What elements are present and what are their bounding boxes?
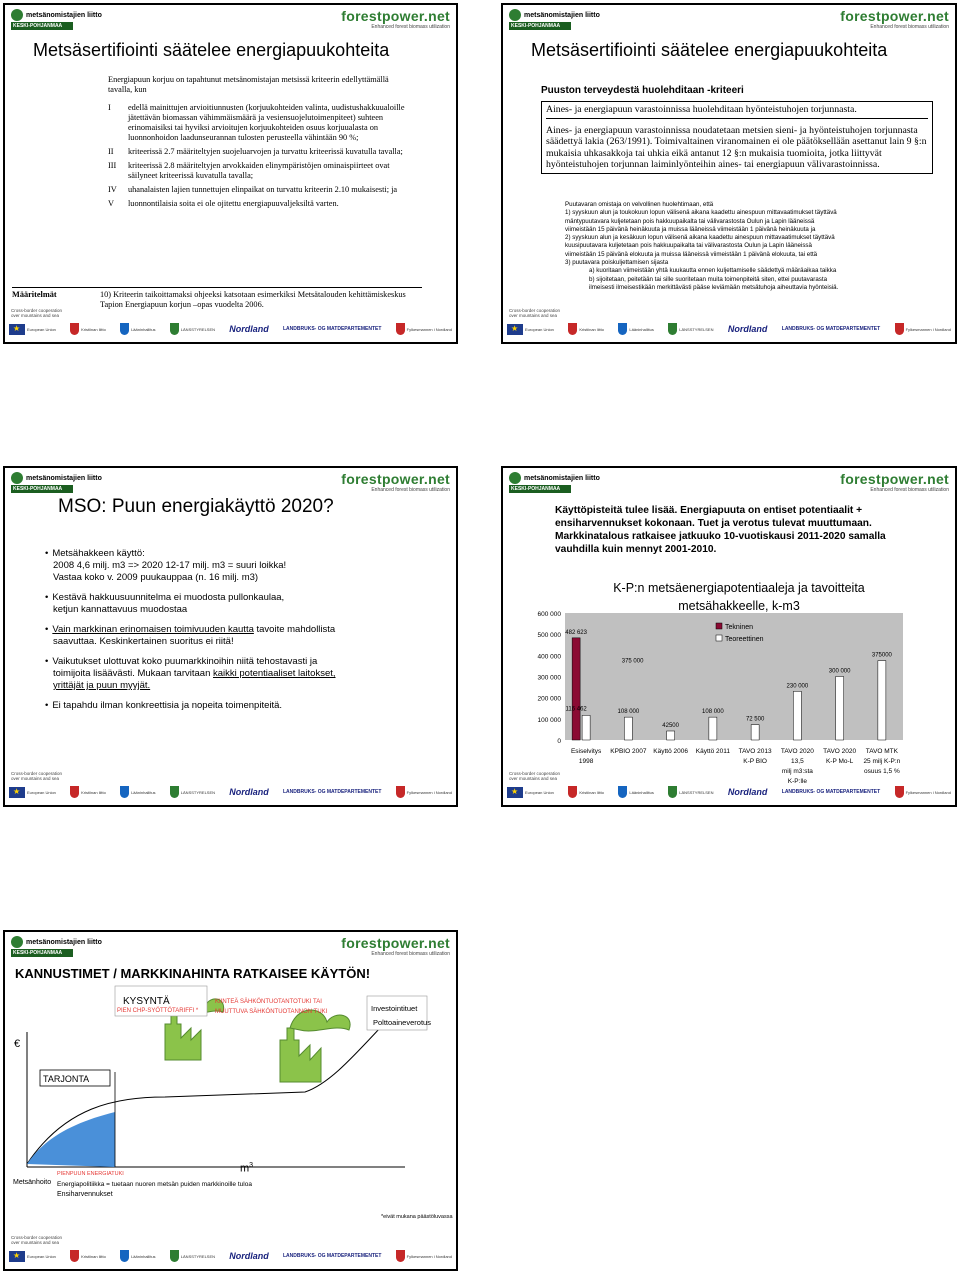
bullet-line: 2008 4,6 milj. m3 => 2020 12-17 milj. m3 = suuri loikka! xyxy=(53,560,287,571)
definitions-label: Määritelmät xyxy=(12,290,57,299)
bullet-underlined: kaikki potentiaaliset laitokset, xyxy=(213,668,336,679)
crossborder-line: over mountains and sea xyxy=(11,313,60,318)
regional-logo xyxy=(70,1249,106,1263)
fylkesmannen-logo xyxy=(895,322,951,336)
ministry-logo xyxy=(283,785,381,799)
forestpower-logo xyxy=(840,8,949,30)
crest-icon xyxy=(70,323,79,335)
ministry-logo xyxy=(283,1249,381,1263)
crossborder-line: over mountains and sea xyxy=(11,1240,60,1245)
partner-logos xyxy=(9,782,452,802)
lansstyrelsen-logo xyxy=(170,1249,215,1263)
bar-teoreettinen xyxy=(709,717,717,740)
logo-text: LANDBRUKS- OG MATDEPARTEMENTET xyxy=(781,789,881,795)
eu-logo xyxy=(9,785,56,799)
regulation-note xyxy=(565,201,955,292)
crossborder-line: Cross-border cooperation xyxy=(11,771,63,776)
logo-text: Fylkesmannen i Nordland xyxy=(406,326,452,332)
potential-bar-chart xyxy=(503,468,957,807)
category-label: Esiselvitys xyxy=(570,748,602,755)
data-label: 482 623 xyxy=(565,629,587,636)
lh-logo xyxy=(618,785,653,799)
eu-flag-icon xyxy=(507,324,523,335)
logo-text: LANDBRUKS- OG MATDEPARTEMENTET xyxy=(282,789,382,795)
fylkesmannen-logo xyxy=(396,322,452,336)
bullet-line: Kestävä hakkuusuunnitelma ei muodosta pullonkaulaa, xyxy=(52,592,285,603)
slide-header xyxy=(5,5,456,31)
legend-swatch xyxy=(716,623,722,629)
logo-text: Nordland xyxy=(727,787,768,797)
legend-label: Teoreettinen xyxy=(725,636,764,643)
chart-title: K-P:n metsäenergiapotentiaaleja ja tavoitteita xyxy=(613,581,865,595)
eu-flag-icon xyxy=(9,324,25,335)
y-tick-label: 600 000 xyxy=(537,611,561,618)
brand-name: forestpower.net xyxy=(341,471,450,487)
partner-logos xyxy=(507,319,951,339)
logo-text: Lääninhallitus xyxy=(131,789,156,795)
m3-text: m xyxy=(240,1162,250,1175)
criterion-item xyxy=(108,161,408,181)
crest-icon xyxy=(568,786,577,798)
logo-text: Fylkesmannen i Nordland xyxy=(406,1253,452,1259)
y-tick-label: 100 000 xyxy=(537,716,561,724)
bullet-line: saavuttaa. Keskinkertainen suoritus ei riitä! xyxy=(53,636,234,647)
note-line: Puutavaran omistaja on velvollinen huolehtimaan, että xyxy=(565,201,714,208)
criterion-number: V xyxy=(108,199,114,208)
bullet-item xyxy=(53,700,406,712)
slide-title: MSO: Puun energiakäyttö 2020? xyxy=(58,496,334,517)
factory-icon xyxy=(280,1010,350,1082)
slide-potential-chart xyxy=(501,466,957,807)
org-name: metsänomistajien liitto xyxy=(26,938,102,946)
fuel-tax-label: Polttoaineverotus xyxy=(373,1018,431,1027)
logo-text: Nordland xyxy=(229,787,269,797)
brand-tag: Enhanced forest biomass utilization xyxy=(371,24,450,30)
chart-title: metsähakkeelle, k-m3 xyxy=(678,599,800,613)
pienpuun-label: PIENPUUN ENERGIATUKI xyxy=(57,1171,124,1177)
bar-teoreettinen xyxy=(793,691,801,740)
y-tick-label: 0 xyxy=(557,738,561,745)
forestpower-logo xyxy=(341,8,450,30)
metsanhoito-label: Metsänhoito xyxy=(13,1179,52,1186)
legend-label: Tekninen xyxy=(725,624,754,631)
logo-text: Lääninhallitus xyxy=(131,1253,156,1259)
bullet-list xyxy=(45,548,406,720)
logo-text: Nordland xyxy=(229,324,269,334)
logo-text: LÄNSSTYRELSEN xyxy=(679,326,714,332)
slide-certification-criteria xyxy=(3,3,458,344)
bar-teoreettinen xyxy=(836,677,844,741)
criterion-text: edellä mainittujen arvioitiunnusten (korjuukohteiden valinta, uudistushakkuualoille jätettävän biomassan vähimmäismäärä ja vesiensuojelutoimenpiteet) suhteen erinomaisiksi tai hyviksi arvioitujen korjuukohteiden osuus korjuualasta on luonnonhoidon laadunseurannan tulosten perusteella vähintään 90 %; xyxy=(128,103,405,142)
brand-tag: Enhanced forest biomass utilization xyxy=(371,951,450,957)
intro-text: Käyttöpisteitä tulee lisää. Energiapuuta on entiset potentiaalit + ensiharvennukset kokonaan. Tuet ja verotus tulevat muuttumaan. Markkinatalous ratkaisee jatkuuko 10-vuotiskausi 2011-2020 samalla vauhdilla kuin mennyt 2001-2010. xyxy=(555,505,886,555)
forestpower-logo xyxy=(341,471,450,493)
category-label: TAVO MTK xyxy=(865,748,899,755)
partner-logos xyxy=(9,319,452,339)
bullet-line: tavoite mahdollista xyxy=(253,624,336,635)
logo-text: LÄNSSTYRELSEN xyxy=(679,789,714,795)
crossborder-line: Cross-border cooperation xyxy=(509,771,561,776)
nordland-logo xyxy=(229,785,269,799)
ministry-logo xyxy=(782,322,880,336)
crossborder-text xyxy=(11,308,62,318)
criterion-text: luonnontilaisia soita ei ole ojitettu energiapuuvaljeksiltä varten. xyxy=(128,199,339,208)
category-label: K-P:lle xyxy=(787,778,807,785)
note-line: 1) syyskuun alun ja toukokuun lopun välisenä aikana kaadettu ainespuun mittavaatimukset täyttävä xyxy=(565,209,837,217)
crest-icon xyxy=(396,1250,405,1262)
lansstyrelsen-logo xyxy=(170,322,215,336)
crest-icon xyxy=(895,323,904,335)
category-label: TAVO 2020 xyxy=(780,748,814,755)
criteria-document xyxy=(108,75,408,213)
slide-tree-health-criteria xyxy=(501,3,957,344)
bar-teoreettinen xyxy=(624,717,632,740)
slide-title: Metsäsertifiointi säätelee energiapuukohteita xyxy=(33,40,390,60)
definitions-text: 10) Kriteerin taikoittamaksi ohjeeksi katsotaan esimerkiksi Metsätalouden kehittämiskeskus Tapion Energiapuun korjun –opas vuodelta 2006. xyxy=(100,290,406,309)
lh-logo xyxy=(120,785,155,799)
logo-text: LANDBRUKS- OG MATDEPARTEMENTET xyxy=(781,326,881,332)
brand-name: forestpower.net xyxy=(840,8,949,24)
slide-footer xyxy=(5,1235,456,1269)
logo-text: Kristiinan liitto xyxy=(579,789,604,795)
org-logo xyxy=(11,472,102,493)
data-label: 375 000 xyxy=(621,658,644,665)
eu-flag-icon xyxy=(9,787,25,798)
data-label: 230 000 xyxy=(786,683,809,690)
org-sub: KESKI-POHJANMAA xyxy=(509,485,571,493)
crossborder-line: Cross-border cooperation xyxy=(509,308,561,313)
bar-teoreettinen xyxy=(667,731,675,740)
fylkesmannen-logo xyxy=(396,785,452,799)
org-sub: KESKI-POHJANMAA xyxy=(11,22,73,30)
slide-energy-use-2020 xyxy=(3,466,458,807)
bullet-line: toimijoita lisäävästi. Mukaan tarvitaan xyxy=(53,668,213,679)
note-line: b) sijoitetaan, peitetään tai sille suoritetaan muita toimenpiteitä siten, ettei puutavarasta xyxy=(589,275,828,283)
regional-logo xyxy=(70,785,106,799)
bullet-item xyxy=(53,624,406,648)
investment-label: Investointituet xyxy=(371,1004,418,1013)
brand-tag: Enhanced forest biomass utilization xyxy=(371,487,450,493)
category-label: KPBIO 2007 xyxy=(610,748,647,755)
euro-label: € xyxy=(14,1038,21,1050)
eu-logo xyxy=(507,785,554,799)
criterion-item xyxy=(108,199,408,209)
category-label: TAVO 2013 xyxy=(738,748,772,755)
logo-text: Kristiinan liitto xyxy=(81,326,106,332)
nordland-logo xyxy=(229,1249,269,1263)
brand-name: forestpower.net xyxy=(840,471,949,487)
slide-header xyxy=(503,5,955,31)
energiapolitiikka-label: Energiapolitiikka = tuetaan nuoren metsän puiden markkinoille tuloa xyxy=(57,1181,252,1188)
bar-teoreettinen xyxy=(751,725,759,740)
crest-icon xyxy=(170,323,179,335)
note-line: viimeistään 15 päivänä heinäkuuta ja muissa lääneissä viimeistään 1 päivänä heinäkuuta ja xyxy=(565,225,816,233)
org-sub: KESKI-POHJANMAA xyxy=(509,22,571,30)
logo-text: European Union xyxy=(27,1253,56,1259)
note-line: ilmeisesti ilmeisestikään merkittävästi pääse leviämään metsätuhoja aiheuttavia hyönteisiä. xyxy=(589,283,839,291)
logo-text: Nordland xyxy=(727,324,768,334)
regional-logo xyxy=(568,322,604,336)
logo-text: Lääninhallitus xyxy=(629,326,654,332)
note-line: 2) syyskuun alun ja kesäkuun lopun välisenä aikana kaadettu ainespuun mittavaatimukset täyttävä xyxy=(565,234,835,242)
criterion-number: I xyxy=(108,103,111,112)
crossborder-text xyxy=(11,771,62,781)
bullet-line: Vaikutukset ulottuvat koko puumarkkinoihin niitä tehostavasti ja xyxy=(52,656,318,667)
logo-text: European Union xyxy=(525,789,554,795)
org-name: metsänomistajien liitto xyxy=(26,11,102,19)
criterion-item xyxy=(108,103,408,143)
criterion-item xyxy=(108,147,408,157)
category-label: 13,5 xyxy=(791,758,804,765)
org-sub: KESKI-POHJANMAA xyxy=(11,949,73,957)
note-line: kuusipuutavara kuljetetaan pois hakkuupaikalta tai välivarastosta Oulun ja Lapin lääneissä xyxy=(565,242,812,250)
org-logo xyxy=(11,9,102,30)
category-label: K-P Mo-L xyxy=(825,758,854,765)
slide-header xyxy=(5,468,456,494)
logo-text: LÄNSSTYRELSEN xyxy=(180,1253,216,1259)
regional-logo xyxy=(70,322,106,336)
criterion-text: kriteerissä 2.8 määriteltyjen arvokkaiden elinympäristöjen ominaispiirteet ovat säilyneet kriteerissä kuvatulla tavalla; xyxy=(128,161,390,180)
ministry-logo xyxy=(782,785,880,799)
lh-logo xyxy=(120,1249,155,1263)
kysynta-label: KYSYNTÄ xyxy=(123,996,170,1007)
data-label: 108 000 xyxy=(617,709,640,716)
bar-tekninen xyxy=(572,638,580,740)
logo-text: Fylkesmannen i Nordland xyxy=(905,326,951,332)
eu-logo xyxy=(9,322,56,336)
nordland-logo xyxy=(229,322,269,336)
footnote: *eivät mukana päästöluvassa xyxy=(381,1214,453,1220)
criterion-text: kriteerissä 2.7 määriteltyjen suojeluarvojen ja turvattu kriteerissä kuvatulla tavalla; xyxy=(128,147,403,156)
partner-logos xyxy=(507,782,951,802)
org-name: metsänomistajien liitto xyxy=(26,474,102,482)
bullet-underlined: yrittäjät ja puun myyjät. xyxy=(53,680,151,691)
note-line: mäntypuutavara kuljetetaan pois hakkuupaikalta tai välivarastosta Oulun ja Lapin lääneissä xyxy=(565,217,815,225)
crest-icon xyxy=(668,323,677,335)
criteria-intro: Energiapuun korjuu on tapahtunut metsänomistajan metsissä kriteerin edellyttämällä tavalla, kun xyxy=(108,75,389,94)
logo-text: European Union xyxy=(27,789,56,795)
nordland-logo xyxy=(728,322,768,336)
data-label: 42500 xyxy=(662,723,679,730)
crest-icon xyxy=(120,323,129,335)
org-emblem-icon xyxy=(509,9,521,21)
slide-incentives xyxy=(3,930,458,1271)
org-emblem-icon xyxy=(11,472,23,484)
category-label: TAVO 2020 xyxy=(823,748,857,755)
lansstyrelsen-logo xyxy=(170,785,215,799)
regional-logo xyxy=(568,785,604,799)
logo-text: Lääninhallitus xyxy=(131,326,156,332)
eu-logo xyxy=(9,1249,56,1263)
crest-icon xyxy=(396,786,405,798)
eu-flag-icon xyxy=(507,787,523,798)
criteria-box-title: Aines- ja energiapuun varastoinnissa huolehditaan hyönteistuhojen torjunnasta. xyxy=(546,104,928,119)
definitions xyxy=(12,287,422,310)
bullet-item xyxy=(53,592,406,616)
org-sub: KESKI-POHJANMAA xyxy=(11,485,73,493)
crest-icon xyxy=(70,786,79,798)
category-label: 25 milj K-P:n xyxy=(863,758,901,765)
lansstyrelsen-logo xyxy=(668,322,713,336)
brand-tag: Enhanced forest biomass utilization xyxy=(870,24,949,30)
tarjonta-label: TARJONTA xyxy=(43,1074,90,1084)
slide-title: KANNUSTIMET / MARKKINAHINTA RATKAISEE KÄYTÖN! xyxy=(15,966,371,981)
logo-text: LÄNSSTYRELSEN xyxy=(180,326,216,332)
lh-logo xyxy=(618,322,653,336)
crest-icon xyxy=(120,786,129,798)
partner-logos xyxy=(9,1246,452,1266)
eu-logo xyxy=(507,322,554,336)
note-line: viimeistään 15 päivänä elokuuta ja muissa lääneissä viimeistään 1 päivänä elokuuta, tai että xyxy=(565,250,818,258)
category-label: Käyttö 2011 xyxy=(695,748,730,755)
data-label: 300 000 xyxy=(828,668,851,675)
org-logo xyxy=(509,9,600,30)
fylkesmannen-logo xyxy=(895,785,951,799)
criteria-box xyxy=(541,101,933,174)
org-name: metsänomistajien liitto xyxy=(524,474,600,482)
nordland-logo xyxy=(728,785,768,799)
slide-footer xyxy=(503,771,955,805)
slide-subtitle: Puuston terveydestä huolehditaan -kriteeri xyxy=(541,85,744,96)
incentive-diagram xyxy=(5,932,458,1271)
eu-flag-icon xyxy=(9,1251,25,1262)
logo-text: European Union xyxy=(27,326,56,332)
data-label: 72 500 xyxy=(745,716,765,723)
bullet-underlined: Vain markkinan erinomaisen toimivuuden kautta xyxy=(52,624,254,635)
org-name: metsänomistajien liitto xyxy=(524,11,600,19)
lh-logo xyxy=(120,322,155,336)
logo-text: European Union xyxy=(525,326,554,332)
kiintea-line2: MUUTTUVA SÄHKÖNTUOTANNON TUKI xyxy=(215,1009,328,1015)
y-tick-label: 300 000 xyxy=(537,674,561,682)
category-label: K-P BIO xyxy=(743,758,767,765)
crest-icon xyxy=(895,786,904,798)
bar-teoreettinen xyxy=(582,715,590,740)
crest-icon xyxy=(170,786,179,798)
category-label: osuus 1,5 % xyxy=(863,768,900,775)
data-label: 116 462 xyxy=(565,706,587,713)
crest-icon xyxy=(70,1250,79,1262)
criteria-list xyxy=(108,103,408,209)
crest-icon xyxy=(396,323,405,335)
crossborder-text xyxy=(11,1235,62,1245)
criterion-item xyxy=(108,185,408,195)
y-tick-label: 400 000 xyxy=(537,653,561,661)
slide-footer xyxy=(503,308,955,342)
data-label: 375000 xyxy=(871,652,892,659)
y-tick-label: 500 000 xyxy=(537,632,561,640)
crossborder-line: over mountains and sea xyxy=(11,776,60,781)
bar-teoreettinen xyxy=(878,661,886,740)
note-line: 3) puutavara poiskuljettamisen sijasta xyxy=(565,259,669,267)
category-label: Käyttö 2006 xyxy=(653,748,688,755)
fylkesmannen-logo xyxy=(396,1249,452,1263)
crest-icon xyxy=(120,1250,129,1262)
logo-text: Kristiinan liitto xyxy=(81,789,106,795)
brand-name: forestpower.net xyxy=(341,8,450,24)
y-tick-label: 200 000 xyxy=(537,695,561,703)
crest-icon xyxy=(618,323,627,335)
crest-icon xyxy=(568,323,577,335)
crest-icon xyxy=(170,1250,179,1262)
logo-text: LANDBRUKS- OG MATDEPARTEMENTET xyxy=(282,326,382,332)
criterion-number: II xyxy=(108,147,114,156)
bullet-line: Metsähakkeen käyttö: xyxy=(52,548,145,559)
logo-text: LANDBRUKS- OG MATDEPARTEMENTET xyxy=(282,1253,382,1259)
lansstyrelsen-logo xyxy=(668,785,713,799)
bullet-line: Vastaa koko v. 2009 puukauppaa (n. 16 milj. m3) xyxy=(53,572,259,583)
kysynta-sub: PIEN CHP-SYÖTTÖTARIFFI * xyxy=(117,1008,199,1014)
logo-text: LÄNSSTYRELSEN xyxy=(180,789,216,795)
criterion-number: III xyxy=(108,161,117,170)
crossborder-line: over mountains and sea xyxy=(509,776,558,781)
slide-title: Metsäsertifiointi säätelee energiapuukohteita xyxy=(531,40,888,60)
bullet-line: Ei tapahdu ilman konkreettisia ja nopeita toimenpiteitä. xyxy=(52,700,283,711)
m3-label xyxy=(240,1162,253,1175)
crossborder-text xyxy=(509,308,560,318)
criterion-number: IV xyxy=(108,185,117,194)
m3-sup: 3 xyxy=(249,1162,254,1169)
crest-icon xyxy=(668,786,677,798)
brand-name: forestpower.net xyxy=(341,935,450,951)
crossborder-line: Cross-border cooperation xyxy=(11,1235,63,1240)
crossborder-text xyxy=(509,771,560,781)
note-line: a) kuoritaan viimeistään yhtä kuukautta ennen kuljettamiselle säädettyä määräaikaa taikka xyxy=(589,267,837,275)
bullet-item xyxy=(53,548,406,584)
kiintea-line1: KIINTEÄ SÄHKÖNTUOTANTOTUKI TAI xyxy=(215,999,322,1005)
crossborder-line: over mountains and sea xyxy=(509,313,558,318)
logo-text: Fylkesmannen i Nordland xyxy=(905,789,951,795)
brand-tag: Enhanced forest biomass utilization xyxy=(870,487,949,493)
category-label: milj m3:sta xyxy=(781,768,813,775)
bullet-line: ketjun kannattavuus muodostaa xyxy=(53,604,188,615)
logo-text: Fylkesmannen i Nordland xyxy=(406,789,452,795)
crest-icon xyxy=(618,786,627,798)
logo-text: Kristiinan liitto xyxy=(81,1253,106,1259)
slide-footer xyxy=(5,771,456,805)
slide-footer xyxy=(5,308,456,342)
category-label: 1998 xyxy=(578,758,594,765)
criterion-text: uhanalaisten lajien tunnettujen elinpaikat on turvattu kriteerin 2.10 mukaisesti; ja xyxy=(128,185,398,194)
data-label: 108 000 xyxy=(702,709,724,716)
logo-text: Kristiinan liitto xyxy=(579,326,604,332)
logo-text: Nordland xyxy=(229,1251,269,1261)
ensiharvennukset-label: Ensiharvennukset xyxy=(57,1191,113,1198)
logo-text: Lääninhallitus xyxy=(629,789,654,795)
org-emblem-icon xyxy=(11,9,23,21)
crossborder-line: Cross-border cooperation xyxy=(11,308,63,313)
criteria-box-text: Aines- ja energiapuun varastoinnissa noudatetaan metsien sieni- ja hyönteistuhojen torjunnasta säädettyä lakia (263/1991). Toimivaltainen viranomainen ei ole päätöksellään asettanut lain 9 §:n mukaisia uhkasakkoja tai uhkia eikä antanut 12 §:n mukaisia tuomioita, jotka liittyvät hyönteistuhojen torjunnan laiminlyönteihin aines- tai energiapuun välivarastoinnissa. xyxy=(546,124,927,170)
ministry-logo xyxy=(283,322,381,336)
legend-swatch xyxy=(716,635,722,641)
bullet-item xyxy=(53,656,406,692)
